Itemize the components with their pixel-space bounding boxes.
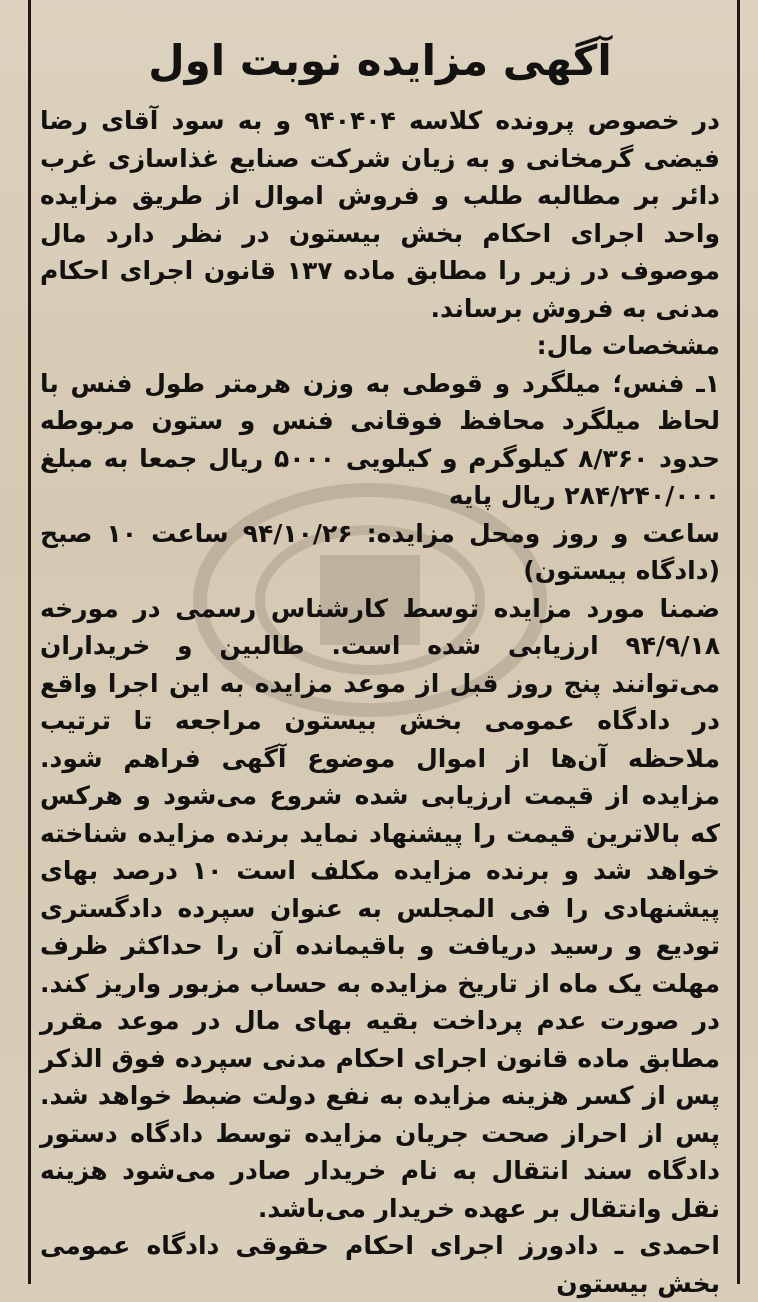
auction-notice [40, 30, 721, 1298]
auction-conditions: ضمنا مورد مزایده توسط کارشناس رسمی در مورخه ۹۴/۹/۱۸ ارزیابی شده است. طالبین و خریداران می‌توانند پنج روز قبل از موعد مزایده به این اجرا واقع در دادگاه عمومی بخش بیستون مراجعه تا ترتیب ملاحظه آن‌ها از اموال موضوع آگهی فراهم شود. مزایده از قیمت ارزیابی شده شروع می‌شود و هرکس که بالاترین قیمت را پیشنهاد نماید برنده مزایده شناخته خواهد شد و برنده مزایده مکلف است ۱۰ درصد بهای پیشنهادی را فی المجلس به عنوان سپرده دادگستری تودیع و رسید دریافت و باقیمانده آن را حداکثر ظرف مهلت یک ماه از تاریخ مزایده به حساب مزبور واریز کند. در صورت عدم پرداخت بقیه بهای مال در موعد مقرر مطابق ماده قانون اجرای احکام مدنی سپرده فوق الذکر پس از کسر هزینه مزایده به نفع دولت ضبط خواهد شد. پس از احراز صحت جریان مزایده توسط دادگاه دستور دادگاه سند انتقال به نام خریدار صادر می‌شود هزینه نقل وانتقال بر عهده خریدار می‌باشد. [40, 593, 720, 1223]
specs-heading: مشخصات مال: [536, 331, 720, 360]
notice-signature: احمدی ـ دادورز اجرای احکام حقوقی دادگاه عمومی بخش بیستون [40, 1231, 720, 1298]
item-1-description: ۱ـ فنس؛ میلگرد و قوطی به وزن هرمتر طول فنس با لحاظ میلگرد محافظ فوقانی فنس و ستون مربوطه حدود ۸/۳۶۰ کیلوگرم و کیلویی ۵۰۰۰ ریال جمعا به مبلغ ۲۸۴/۲۴۰/۰۰۰ ریال پایه [40, 368, 720, 510]
notice-title: آگهی مزایده نوبت اول [148, 36, 612, 85]
column-border-left [28, 0, 31, 1284]
column-border-right [737, 0, 740, 1284]
auction-time-location: ساعت و روز ومحل مزایده: ۹۴/۱۰/۲۶ ساعت ۱۰ صبح (دادگاه بیستون) [40, 518, 720, 585]
notice-intro: در خصوص پرونده کلاسه ۹۴۰۴۰۴ و به سود آقای رضا فیضی گرمخانی و به زیان شرکت صنایع غذاسازی غرب دائر بر مطالبه طلب و فروش اموال از طریق مزایده واحد اجرای احکام بخش بیستون در نظر دارد مال موصوف در زیر را مطابق ماده ۱۳۷ قانون اجرای احکام مدنی به فروش برساند. [40, 106, 721, 323]
